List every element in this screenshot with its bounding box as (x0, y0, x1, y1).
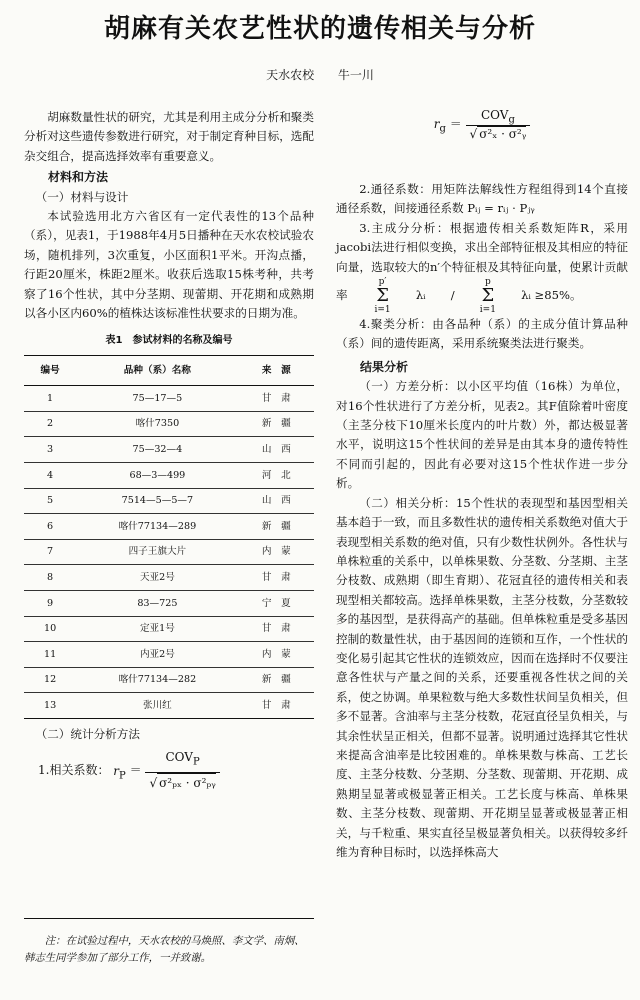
table1 (24, 355, 314, 719)
table1-cell-name: 喀什77134—282 (76, 667, 238, 693)
table1-cell-name: 68—3—499 (76, 463, 238, 489)
table-row (24, 411, 314, 437)
table1-cell-name: 75—32—4 (76, 437, 238, 463)
table1-cell-id: 6 (24, 514, 76, 540)
table1-header-id: 编号 (24, 355, 76, 385)
table-row (24, 437, 314, 463)
stat1-fraction (145, 748, 219, 793)
table-row (24, 591, 314, 617)
table1-cell-name: 7514—5—5—7 (76, 488, 238, 514)
footnote: 注：在试验过程中，天水农校的马焕照、李文学、南炯、韩志生同学参加了部分工作，一并致谢。 (24, 918, 314, 967)
table1-header-source: 来 源 (239, 355, 314, 385)
table1-cell-id: 11 (24, 642, 76, 668)
table1-header-name: 品种（系）名称 (76, 355, 238, 385)
table1-cell-name: 张川红 (76, 693, 238, 719)
table1-cell-source: 河 北 (239, 463, 314, 489)
table1-cell-source: 甘 肃 (239, 565, 314, 591)
table1-cell-id: 4 (24, 463, 76, 489)
table1-cell-source: 新 疆 (239, 667, 314, 693)
table1-cell-id: 12 (24, 667, 76, 693)
stat1-eq: ＝ (129, 763, 142, 778)
stat1-numerator: $COV_P$ (145, 748, 219, 773)
table1-cell-name: 内亚2号 (76, 642, 238, 668)
path-coefficient-paragraph: 2.通径系数：用矩阵法解线性方程组得到14个直接通径系数，间接通径系数 Pᵢⱼ = rᵢⱼ · Pⱼᵧ (336, 182, 628, 216)
pca-paragraph: 3.主成分分析：根据遗传相关系数矩阵R，采用jacobi法进行相似变换，求出全部特征根及其相应的特征向量，选取较大的n′个特征根及其特征向量，使累计贡献率 p′ Σ i=1 λᵢ / p Σ i=1 λᵢ ≥85%。 (336, 220, 628, 316)
table1-cell-source: 内 蒙 (239, 539, 314, 565)
table1-cell-source: 甘 肃 (239, 386, 314, 412)
stat1-denominator: √ σ²ₚₓ · σ²ₚᵧ (145, 773, 219, 793)
table1-cell-name: 定亚1号 (76, 616, 238, 642)
table1-cell-id: 1 (24, 386, 76, 412)
table1-cell-source: 宁 夏 (239, 591, 314, 617)
table-row (24, 616, 314, 642)
contribution-ratio-expression: p′ Σ i=1 λᵢ / p Σ i=1 λᵢ (374, 277, 531, 316)
table-row (24, 565, 314, 591)
right-column (336, 180, 628, 862)
table1-cell-name: 天亚2号 (76, 565, 238, 591)
table1-cell-id: 10 (24, 616, 76, 642)
stat1-label: 1.相关系数： (38, 763, 110, 778)
formula-numerator: $COV_g$ (466, 108, 531, 126)
heading-stats: （二）统计分析方法 (35, 727, 140, 741)
table1-cell-name: 83—725 (76, 591, 238, 617)
table-row (24, 642, 314, 668)
table1-cell-id: 7 (24, 539, 76, 565)
table1-cell-source: 新 疆 (239, 411, 314, 437)
table1-cell-id: 5 (24, 488, 76, 514)
cluster-paragraph: 4.聚类分析：由各品种（系）的主成分值计算品种（系）间的遗传距离，采用系统聚类法进行聚类。 (336, 317, 628, 351)
formula-fraction (466, 108, 531, 141)
author-line (0, 66, 640, 83)
materials-paragraph: 本试验选用北方六省区有一定代表性的13个品种（系），见表1，于1988年4月5日播种在天水农校试验农场，随机排列，3次重复，小区面积1平米。开沟点播，行距20厘米，株距2厘米。收获后选取15株考种，共考察了16个性状，其中分茎期、现蕾期、开花期和成熟期以各小区内60%的植株达该标准性状要求的日期为准。 (24, 209, 314, 321)
paper-title: 胡麻有关农艺性状的遗传相关与分析 (103, 14, 536, 44)
table1-body (24, 386, 314, 719)
table1-cell-name: 喀什77134—289 (76, 514, 238, 540)
table1-cell-source: 甘 肃 (239, 616, 314, 642)
table1-cell-source: 山 西 (239, 437, 314, 463)
table1-cell-name: 四子王旗大片 (76, 539, 238, 565)
correlation-paragraph: （二）相关分析：15个性状的表现型和基因型相关基本趋于一致，而且多数性状的遗传相关系数绝对值大于表现型相关系数的绝对值，只有少数性状例外。各性状与单株粒重的关系中，以单株果数、分茎数、分茎期、主茎分枝数、成熟期（即生育期）、花冠直径的遗传相关和表现型相关都较高。选择单株果数，主茎分枝数，分茎数较多的基因型，是获得高产的基础。但单株粒重是受多基因控制的数量性状，由于基因间的连锁和互作，一个性状的变化易引起其它性状的连锁效应，因而在选择时不仅要注意各性状与产量之间的关系，还要重视各性状之间的关系，使之协调。单果粒数与绝大多数性状间呈负相关，但多不显著。含油率与主茎分枝数，花冠直径呈负相关，与其余性状呈正相关，但都不显著。说明通过选择其它性状来提高含油率是比较困难的。单株果数与株高、工艺长度、主茎分枝数、分茎期、分茎数、现蕾期、开花期、成熟期呈显著或极显著正相关。工艺长度与株高、单株果数、主茎分枝数、现蕾期、开花期呈显著或极显著正相关，与千粒重、果实直径呈极显著负相关。以获得较多纤维为育种目标时，以选择株高大 (336, 495, 628, 859)
table-row (24, 488, 314, 514)
table1-cell-name: 75—17—5 (76, 386, 238, 412)
table1-cell-source: 甘 肃 (239, 693, 314, 719)
table-row (24, 463, 314, 489)
author-affiliation: 天水农校 (266, 68, 315, 82)
formula-eq: ＝ (449, 117, 462, 132)
formula-denominator: √ σ²ₓ · σ²ᵧ (469, 127, 527, 142)
anova-paragraph: （一）方差分析：以小区平均值（16株）为单位，对16个性状进行了方差分析，见表2。其F值除着叶密度（主茎分枝下10厘米长度内的叶片数）外，都达极显著水平，说明这15个性状间的差异是由其本身的遗传特性不同而引起的，因此有必要对这15个性状作进一步分析。 (336, 379, 628, 491)
formula-lhs: $r_g$ (433, 117, 446, 135)
heading-methods: 材料和方法 (48, 170, 109, 185)
table1-cell-id: 3 (24, 437, 76, 463)
table-row (24, 667, 314, 693)
intro-paragraph: 胡麻数量性状的研究，尤其是利用主成分分析和聚类分析对这些遗传参数进行研究，对于制定育种目标，选配杂交组合，提高选择效率有重要意义。 (24, 110, 314, 163)
author-name: 牛一川 (337, 68, 374, 82)
table1-cell-source: 山 西 (239, 488, 314, 514)
table-row (24, 539, 314, 565)
table1-cell-id: 13 (24, 693, 76, 719)
formula-genetic-correlation (336, 108, 628, 141)
heading-results: 结果分析 (360, 359, 409, 374)
table-row (24, 693, 314, 719)
table1-cell-source: 内 蒙 (239, 642, 314, 668)
stat1-lhs: $r_P$ (113, 763, 126, 781)
table1-cell-id: 2 (24, 411, 76, 437)
table1-header-row (24, 355, 314, 385)
table1-cell-name: 喀什7350 (76, 411, 238, 437)
left-column (24, 108, 314, 798)
heading-materials: （一）材料与设计 (35, 189, 129, 204)
table1-cell-source: 新 疆 (239, 514, 314, 540)
table1-cell-id: 8 (24, 565, 76, 591)
table1-cell-id: 9 (24, 591, 76, 617)
formula-phenotypic-correlation (24, 748, 314, 793)
table-row (24, 386, 314, 412)
table1-caption: 表1 参试材料的名称及编号 (105, 335, 233, 347)
table-row (24, 514, 314, 540)
